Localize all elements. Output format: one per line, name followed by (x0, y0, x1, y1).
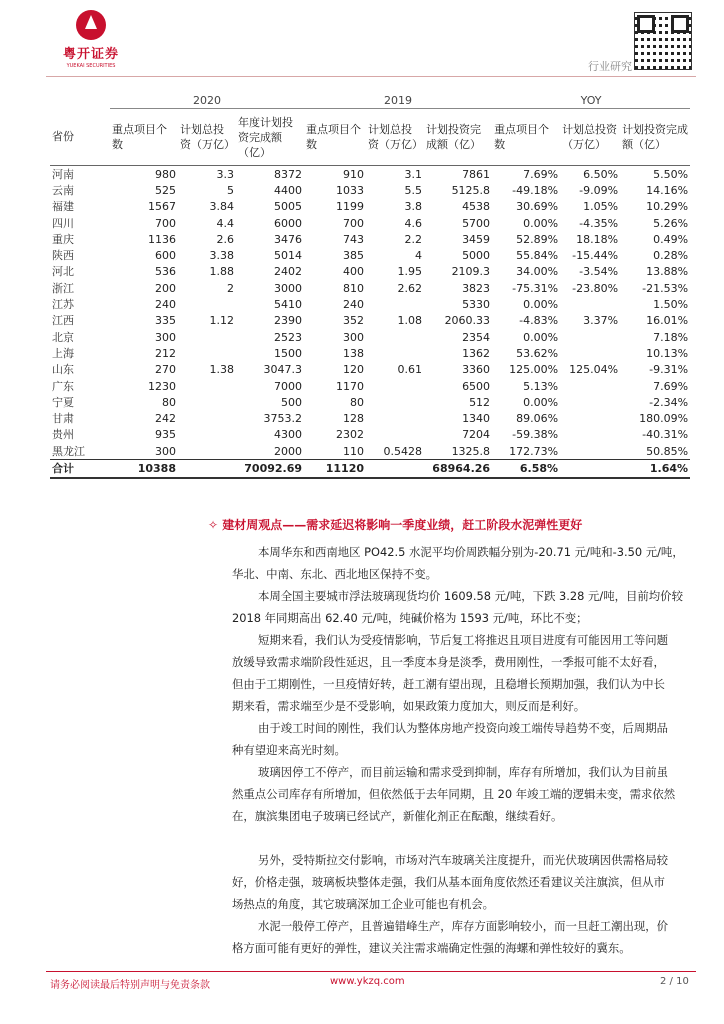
value-cell: 2.62 (397, 281, 423, 295)
paragraph-line: 本周华东和西南地区 PO42.5 水泥平均价周跌幅分别为-20.71 元/吨和-3.50 元/吨， (258, 545, 684, 559)
value-cell: 7861 (462, 167, 491, 181)
column-header: 重点项目个数 (492, 109, 560, 166)
total-cell: 11120 (304, 460, 366, 478)
body-paragraph (232, 629, 668, 717)
province-cell: 广东 (52, 379, 74, 393)
paragraph-line: 2018 年同期高出 62.40 元/吨，纯碱价格为 1593 元/吨，环比不变； (232, 611, 588, 625)
total-cell: 1.64% (620, 460, 690, 478)
value-cell: 5005 (274, 200, 303, 214)
value-cell: -49.18% (512, 183, 559, 197)
value-cell: 1500 (274, 346, 303, 360)
province-investment-table (50, 93, 690, 479)
value-cell: 3000 (274, 281, 303, 295)
value-cell: -2.34% (649, 395, 689, 409)
value-cell: 3476 (274, 232, 303, 246)
total-cell: 10388 (110, 460, 178, 478)
table-row (50, 345, 690, 361)
value-cell: -40.31% (642, 428, 689, 442)
table-row (50, 247, 690, 263)
value-cell: -4.35% (579, 216, 619, 230)
value-cell: 0.00% (523, 216, 559, 230)
province-cell: 四川 (52, 216, 74, 230)
value-cell: -23.80% (572, 281, 619, 295)
value-cell: 4 (415, 249, 423, 263)
value-cell: 120 (343, 363, 365, 377)
value-cell: -3.54% (579, 265, 619, 279)
value-cell: 240 (155, 298, 176, 312)
value-cell: 1.05% (583, 200, 619, 214)
value-cell: 8372 (274, 167, 303, 181)
paragraph-line: 本周全国主要城市浮法玻璃现货均价 1609.58 元/吨，下跌 3.28 元/吨，目前均价较 (258, 589, 683, 603)
value-cell: 3823 (462, 281, 491, 295)
value-cell (366, 394, 424, 410)
value-cell: 1.50% (653, 298, 689, 312)
province-cell: 甘肃 (52, 412, 74, 426)
value-cell: 743 (343, 232, 365, 246)
paragraph-line: 短期来看，我们认为受疫情影响，节后复工将推迟且项目进度有可能因用工等问题 (258, 633, 669, 647)
paragraph-line: 由于竣工时间的刚性，我们认为整体房地产投资向竣工端传导趋势不变，后周期品 (258, 721, 669, 735)
value-cell: 700 (343, 216, 365, 230)
table-body (50, 166, 690, 460)
column-header: 计划投资完成额（亿） (424, 109, 492, 166)
value-cell: 110 (343, 444, 365, 458)
value-cell: 5.26% (653, 216, 689, 230)
paragraph-line: 但由于工期刚性，一旦疫情好转，赶工潮有望出现，且稳增长预期加强，我们认为中长 (232, 677, 665, 691)
value-cell: 270 (155, 363, 176, 377)
body-paragraph (232, 849, 668, 915)
value-cell: -59.38% (512, 428, 559, 442)
column-header: 计划总投资（万亿） (366, 109, 424, 166)
value-cell: 1.38 (209, 363, 234, 377)
logo-text-en: YUEKAI SECURITIES (66, 63, 116, 69)
paragraph-line: 好，价格走强，玻璃板块整体走强，我们从基本面角度依然还看建议关注旗滨，但从市 (232, 875, 665, 889)
value-cell: 1.08 (397, 314, 423, 328)
footer-divider (46, 971, 696, 972)
province-cell: 河南 (52, 167, 74, 181)
value-cell: 935 (155, 428, 176, 442)
value-cell: 6.50% (583, 167, 619, 181)
value-cell: 300 (343, 330, 365, 344)
value-cell (178, 410, 236, 426)
value-cell: 4300 (274, 428, 303, 442)
value-cell: 300 (155, 444, 176, 458)
table-row (50, 427, 690, 443)
total-cell (178, 460, 236, 478)
value-cell: 5.50% (653, 167, 689, 181)
value-cell: 5330 (462, 298, 491, 312)
value-cell: 700 (155, 216, 176, 230)
value-cell: 53.62% (516, 346, 559, 360)
value-cell: 1170 (336, 379, 365, 393)
paragraph-line: 格方面可能有更好的弹性，建议关注需求端确定性强的海螺和弹性较好的冀东。 (232, 941, 631, 955)
value-cell: 1230 (148, 379, 176, 393)
footer-page-number: 2 / 10 (660, 976, 689, 987)
value-cell: 1033 (336, 183, 365, 197)
value-cell: -9.31% (649, 363, 689, 377)
value-cell (560, 329, 620, 345)
value-cell: 4.6 (404, 216, 423, 230)
value-cell: 89.06% (516, 412, 559, 426)
value-cell: 0.49% (653, 232, 689, 246)
value-cell: 5410 (274, 298, 303, 312)
body-paragraph (232, 541, 684, 585)
value-cell: 3.8 (404, 200, 423, 214)
value-cell: 500 (281, 395, 303, 409)
value-cell: 7.69% (653, 379, 689, 393)
value-cell: 4.4 (216, 216, 234, 230)
paragraph-line: 水泥一般停工停产，且普遍错峰生产，库存方面影响较小，而一旦赶工潮出现，价 (258, 919, 669, 933)
value-cell: 0.28% (653, 249, 689, 263)
section-heading: ✧ 建材周观点——需求延迟将影响一季度业绩，赶工阶段水泥弹性更好 (208, 518, 583, 532)
province-cell: 贵州 (52, 428, 74, 442)
value-cell: 0.00% (523, 298, 559, 312)
province-cell: 上海 (52, 346, 74, 360)
body-paragraph (232, 915, 668, 959)
column-header-row (50, 109, 690, 166)
paragraph-line: 场热点的角度，其它玻璃深加工企业可能也有机会。 (232, 897, 494, 911)
value-cell: 7204 (462, 428, 491, 442)
table-row (50, 394, 690, 410)
value-cell: 5.5 (404, 183, 423, 197)
qr-code-icon (634, 12, 692, 70)
value-cell: 3.3 (216, 167, 234, 181)
table-row (50, 443, 690, 460)
value-cell: 55.84% (516, 249, 559, 263)
logo-emblem-icon (76, 10, 106, 40)
value-cell: 512 (469, 395, 491, 409)
value-cell: 0.00% (523, 395, 559, 409)
value-cell: -4.83% (519, 314, 559, 328)
table-row (50, 182, 690, 198)
section-tag: 行业研究 (588, 60, 632, 73)
value-cell: 5700 (462, 216, 491, 230)
paragraph-line: 另外，受特斯拉交付影响，市场对汽车玻璃关注度提升，而光伏玻璃因供需格局较 (258, 853, 669, 867)
value-cell: 1325.8 (451, 444, 491, 458)
value-cell: 0.61 (397, 363, 423, 377)
value-cell: 30.69% (516, 200, 559, 214)
value-cell (178, 427, 236, 443)
value-cell: 172.73% (509, 444, 559, 458)
value-cell (560, 410, 620, 426)
value-cell: 3047.3 (263, 363, 303, 377)
value-cell: 5014 (274, 249, 303, 263)
value-cell: 1567 (148, 200, 176, 214)
total-row (50, 460, 690, 478)
value-cell: 180.09% (639, 412, 689, 426)
value-cell: 125.00% (509, 363, 559, 377)
table-row (50, 264, 690, 280)
total-cell: 68964.26 (424, 460, 492, 478)
body-paragraph (232, 585, 683, 629)
table-row (50, 313, 690, 329)
value-cell: 3.84 (209, 200, 234, 214)
table-row (50, 280, 690, 296)
table-row (50, 199, 690, 215)
paragraph-line: 玻璃因停工不停产，而目前运输和需求受到抑制，库存有所增加，我们认为目前虽 (258, 765, 669, 779)
value-cell: -9.09% (579, 183, 619, 197)
value-cell: 128 (343, 412, 365, 426)
value-cell: 6000 (274, 216, 303, 230)
value-cell (366, 427, 424, 443)
province-cell: 黑龙江 (52, 444, 85, 458)
value-cell: 0.00% (523, 330, 559, 344)
value-cell: 80 (350, 395, 365, 409)
value-cell: 7.69% (523, 167, 559, 181)
value-cell: 2060.33 (444, 314, 491, 328)
year-group-2019: 2019 (304, 93, 492, 109)
value-cell (178, 329, 236, 345)
value-cell: 810 (343, 281, 365, 295)
province-cell: 陕西 (52, 249, 74, 263)
paragraph-line: 华北、中南、东北、西北地区保持不变。 (232, 567, 438, 581)
value-cell: 4538 (462, 200, 491, 214)
value-cell (366, 410, 424, 426)
value-cell: 2390 (274, 314, 303, 328)
table-row (50, 166, 690, 183)
value-cell: 14.16% (646, 183, 689, 197)
value-cell: 4400 (274, 183, 303, 197)
value-cell: 980 (155, 167, 176, 181)
value-cell: 16.01% (646, 314, 689, 328)
value-cell: 2 (227, 281, 234, 295)
value-cell: 910 (343, 167, 365, 181)
column-header: 省份 (50, 109, 110, 166)
province-cell: 云南 (52, 183, 74, 197)
value-cell: 1199 (336, 200, 365, 214)
value-cell: 2.6 (216, 232, 234, 246)
value-cell: 1340 (462, 412, 491, 426)
paragraph-line: 放缓导致需求端阶段性延迟，且一季度本身是淡季，费用刚性，一季报可能不太好看， (232, 655, 665, 669)
value-cell (178, 443, 236, 460)
value-cell: -15.44% (572, 249, 619, 263)
value-cell: 3360 (462, 363, 491, 377)
value-cell: 1.95 (397, 265, 423, 279)
value-cell: 1.12 (209, 314, 234, 328)
value-cell: 352 (343, 314, 365, 328)
value-cell: 5.13% (523, 379, 559, 393)
year-group-2020: 2020 (110, 93, 304, 109)
value-cell: 200 (155, 281, 176, 295)
value-cell: 3.1 (404, 167, 423, 181)
company-logo (56, 10, 126, 69)
table-row (50, 215, 690, 231)
paragraph-line: 种有望迎来高光时刻。 (232, 743, 346, 757)
value-cell: 50.85% (646, 444, 689, 458)
body-paragraph (232, 761, 675, 827)
column-header: 重点项目个数 (110, 109, 178, 166)
value-cell: 13.88% (646, 265, 689, 279)
total-cell (560, 460, 620, 478)
value-cell: 5125.8 (451, 183, 491, 197)
province-cell: 福建 (52, 200, 74, 214)
province-cell: 江苏 (52, 298, 74, 312)
value-cell: 400 (343, 265, 365, 279)
total-cell (366, 460, 424, 478)
value-cell: 2000 (274, 444, 303, 458)
value-cell: 242 (155, 412, 176, 426)
value-cell: 2354 (462, 330, 491, 344)
province-cell: 浙江 (52, 281, 74, 295)
paragraph-line: 期来看，需求端至少是不受影响，如果政策力度加大，则反而是利好。 (232, 699, 586, 713)
value-cell: 536 (155, 265, 176, 279)
province-cell: 河北 (52, 265, 74, 279)
table-row (50, 378, 690, 394)
total-cell: 70092.69 (236, 460, 304, 478)
value-cell: 18.18% (576, 232, 619, 246)
province-cell: 宁夏 (52, 395, 74, 409)
value-cell: 2523 (274, 330, 303, 344)
value-cell (560, 296, 620, 312)
value-cell: 1362 (462, 346, 491, 360)
value-cell: 80 (162, 395, 176, 409)
value-cell (366, 378, 424, 394)
value-cell: 212 (155, 346, 176, 360)
value-cell: 3.37% (583, 314, 619, 328)
table-row (50, 329, 690, 345)
value-cell: 240 (343, 298, 365, 312)
value-cell: 385 (343, 249, 365, 263)
province-cell: 重庆 (52, 232, 74, 246)
total-label: 合计 (50, 460, 110, 478)
year-group-yoy: YOY (492, 93, 690, 109)
value-cell (178, 296, 236, 312)
value-cell: 10.13% (646, 346, 689, 360)
value-cell: 0.5428 (383, 444, 423, 458)
paragraph-line: 在，旗滨集团电子玻璃已经试产，新催化剂正在酝酿，继续看好。 (232, 809, 563, 823)
value-cell: 2.2 (404, 232, 423, 246)
value-cell (178, 394, 236, 410)
value-cell: 10.29% (646, 200, 689, 214)
footer-disclaimer[interactable]: 请务必阅读最后特别声明与免责条款 (50, 980, 210, 991)
body-paragraph (232, 717, 668, 761)
province-cell: 北京 (52, 330, 74, 344)
value-cell: 7000 (274, 379, 303, 393)
table-row (50, 296, 690, 312)
value-cell (366, 345, 424, 361)
value-cell: 138 (343, 346, 365, 360)
value-cell (560, 427, 620, 443)
value-cell: 5 (227, 183, 234, 197)
value-cell: 125.04% (569, 363, 619, 377)
footer-website[interactable]: www.ykzq.com (330, 976, 405, 987)
paragraph-line: 然重点公司库存有所增加，但依然低于去年同期，且 20 年竣工端的逻辑未变，需求依然 (232, 787, 676, 801)
logo-text-cn: 粤开证券 (62, 47, 119, 62)
table-row (50, 231, 690, 247)
value-cell (366, 329, 424, 345)
value-cell: 2109.3 (451, 265, 491, 279)
value-cell: 1.88 (209, 265, 234, 279)
value-cell (178, 345, 236, 361)
value-cell: 300 (155, 330, 176, 344)
total-cell: 6.58% (492, 460, 560, 478)
value-cell: 600 (155, 249, 176, 263)
value-cell: 52.89% (516, 232, 559, 246)
value-cell: 2302 (336, 428, 365, 442)
column-header: 年度计划投资完成额（亿） (236, 109, 304, 166)
value-cell: -21.53% (642, 281, 689, 295)
value-cell (560, 345, 620, 361)
value-cell: 2402 (274, 265, 303, 279)
value-cell: 7.18% (653, 330, 689, 344)
value-cell (560, 378, 620, 394)
value-cell: 34.00% (516, 265, 559, 279)
value-cell: -75.31% (512, 281, 559, 295)
value-cell: 3459 (462, 232, 491, 246)
value-cell: 3.38 (209, 249, 234, 263)
header-divider (46, 76, 696, 77)
value-cell: 6500 (462, 379, 491, 393)
value-cell (560, 443, 620, 460)
value-cell: 335 (155, 314, 176, 328)
value-cell: 525 (155, 183, 176, 197)
value-cell: 5000 (462, 249, 491, 263)
value-cell: 1136 (148, 232, 176, 246)
province-cell: 江西 (52, 314, 74, 328)
value-cell: 3753.2 (263, 412, 303, 426)
column-header: 重点项目个数 (304, 109, 366, 166)
year-group-row (50, 93, 690, 109)
column-header: 计划总投资（万亿） (560, 109, 620, 166)
province-cell: 山东 (52, 363, 74, 377)
value-cell (560, 394, 620, 410)
column-header: 计划投资完成额（亿） (620, 109, 690, 166)
column-header: 计划总投资（万亿） (178, 109, 236, 166)
value-cell (366, 296, 424, 312)
table-row (50, 362, 690, 378)
value-cell (178, 378, 236, 394)
table-row (50, 410, 690, 426)
